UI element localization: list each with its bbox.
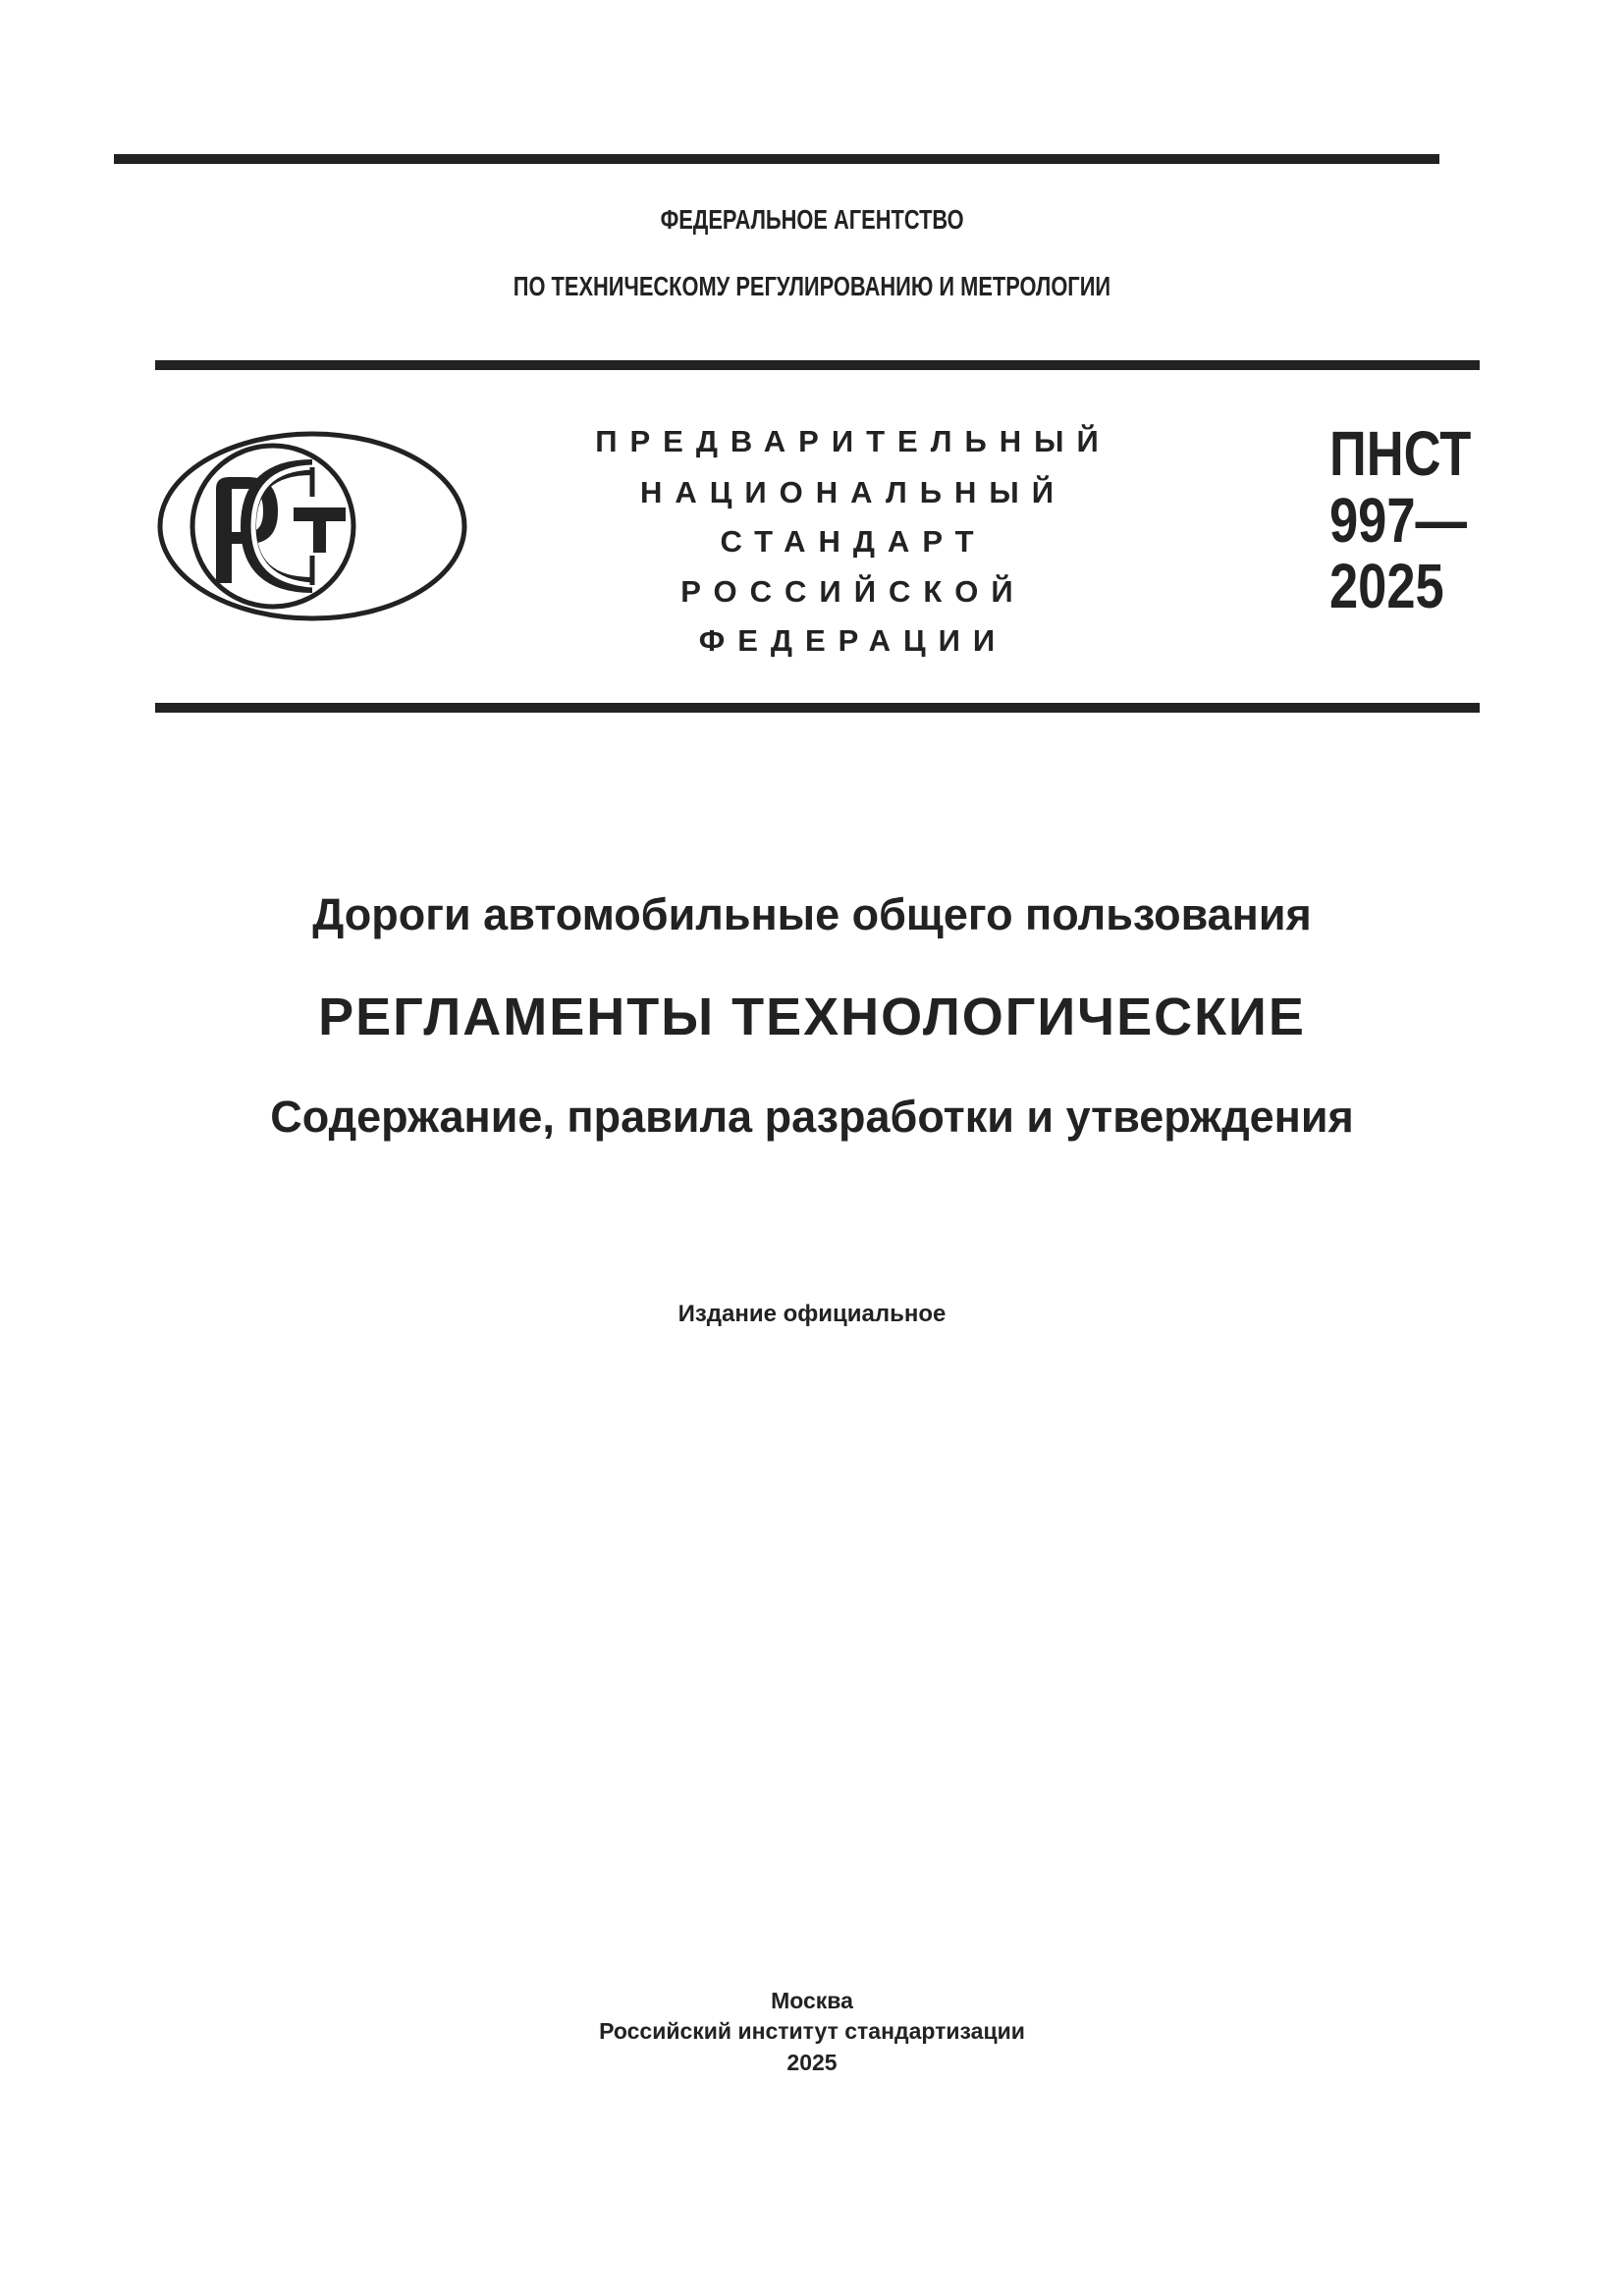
standard-code-number: 997—: [1329, 485, 1468, 556]
title-line-1: Дороги автомобильные общего пользования: [312, 889, 1312, 939]
title-line-3: Содержание, правила разработки и утверждения: [270, 1092, 1354, 1142]
standard-type-line: СТАНДАРТ: [720, 524, 987, 559]
top-rule: [114, 154, 1439, 164]
title-line-2: РЕГЛАМЕНТЫ ТЕХНОЛОГИЧЕСКИЕ: [318, 988, 1306, 1046]
header-rule: [155, 360, 1480, 370]
standard-type-line: ФЕДЕРАЦИИ: [698, 623, 1008, 658]
standard-type-line: ПРЕДВАРИТЕЛЬНЫЙ: [595, 424, 1111, 458]
standard-code-prefix: ПНСТ: [1329, 418, 1472, 489]
standard-type-line: НАЦИОНАЛЬНЫЙ: [639, 475, 1067, 509]
rst-logo: [155, 428, 469, 629]
imprint-city: Москва: [771, 1988, 853, 2013]
agency-line-2: [0, 271, 1624, 302]
standard-type-line: РОССИЙСКОЙ: [680, 574, 1026, 609]
standard-code-year: 2025: [1329, 551, 1444, 621]
header-bottom-rule: [155, 703, 1480, 713]
agency-line-2-text: ПО ТЕХНИЧЕСКОМУ РЕГУЛИРОВАНИЮ И МЕТРОЛОГИИ: [513, 271, 1111, 301]
agency-line-1: [0, 204, 1624, 236]
edition-label: Издание официальное: [677, 1301, 947, 1327]
agency-line-1-text: ФЕДЕРАЛЬНОЕ АГЕНТСТВО: [660, 204, 964, 235]
imprint-publisher: Российский институт стандартизации: [599, 2018, 1025, 2044]
imprint-year: 2025: [786, 2050, 838, 2075]
